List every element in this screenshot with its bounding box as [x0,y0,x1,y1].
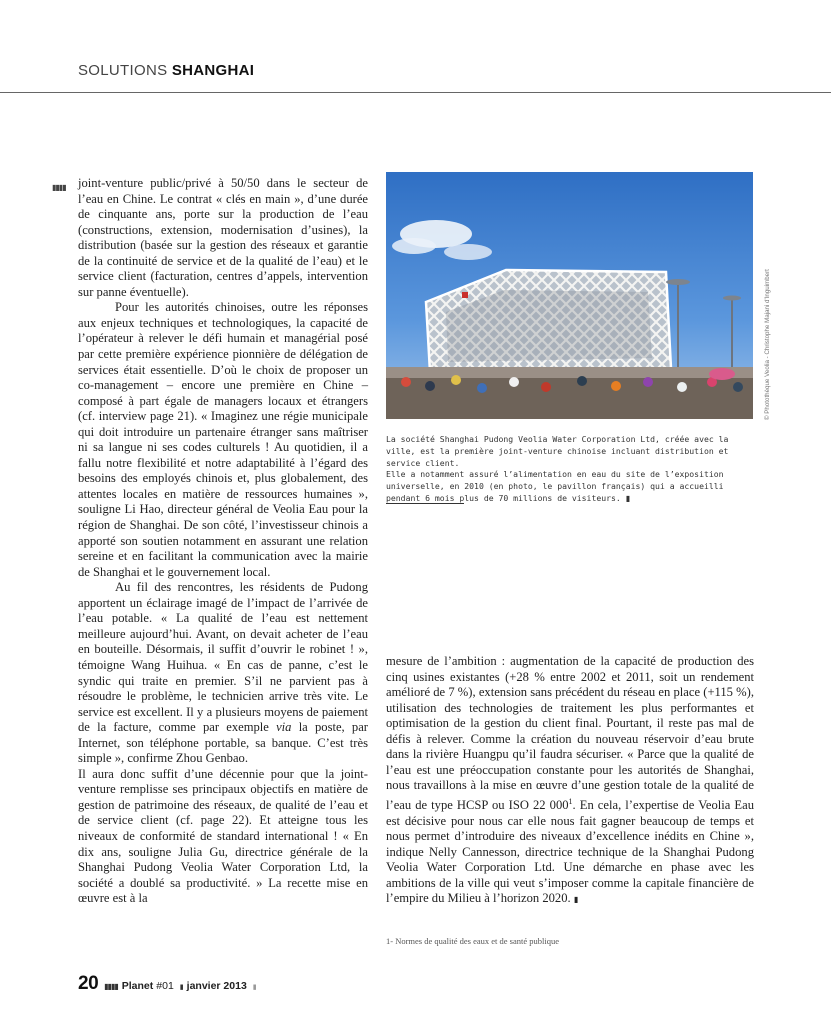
italic-word: via [276,720,292,735]
continuation-mark: ▮▮▮▮ [52,183,66,192]
paragraph [78,580,368,767]
paragraph-text: . En cela, l’expertise de Veolia Eau est décisive pour nous car elle nous fait gagner beaucoup de temps et nous permet d’introduire des niveaux d’excellence inédits en Chine », indique Nelly Cannesson, directrice technique de la Shanghai Pudong Veolia Water Corporation Ltd. Une démarche en phase avec les ambitions de la ville qui veut s’imposer comme la capitale financière de l’empire du Milieu à l’horizon 2020. [386,798,754,906]
caption-end-mark: ▮ [625,493,631,503]
paragraph-text: mesure de l’ambition : augmentation de la capacité de production des cinq usines existantes (+28 % entre 2002 et 2011, soit un rendement amélioré de 7 %), extension sans précédent du réseau en place (+115 %), utilisation des technologies de traitement les plus performantes et optimisation de la gestion du client final. Pourtant, il reste pas mal de défis à relever. Comme la création du nouveau réservoir d’eau brute dans la rivière Huangpu qu’il faudra sécuriser. « Parce que la qualité de l’eau est une préoccupation constante pour les autorités de Shanghai, nous travaillons à la mise en œuvre d’une gestion totale de la qualité de l’eau de type HCSP ou ISO 22 000 [386,654,754,813]
issue-date: janvier 2013 [186,980,247,992]
caption-divider [386,503,464,504]
photo-french-pavilion [386,172,753,419]
paragraph-text: la poste, par Internet, son téléphone portable, sa banque. C’est très simple », confirme Zhou Genbao. [78,720,368,766]
paragraph: Pour les autorités chinoises, outre les réponses aux enjeux techniques et technologiques, la capacité de l’opérateur à relever le défi humain et managérial posé par cette première expérience pionnière de délégation de services était essentielle. D’où le choix de proposer un co-management – encore une première en Chine – composé à part égale de managers locaux et étrangers (cf. interview page 21). « Imaginez une régie municipale qui doit introduire un partenaire étranger sans maîtriser ni sa langue ni ses codes culturels ! Au quotidien, il a fallu notre flexibilité et notre adaptabilité à l’égard des besoins des employés chinois et, plus globalement, des attentes locales en matière de ressources humaines », souligne Li Hao, directeur général de Veolia Eau pour la région de Shanghai. De son côté, l’investisseur chinois a apporté son soutien notamment en assurant une relation sereine et en facilitant la communication avec la mairie de Shanghai et le gouvernement local. [78,300,368,579]
photo-caption [386,434,758,505]
paragraph: Il aura donc suffit d’une décennie pour que la joint-venture remplisse ses principaux objectifs en matière de gestion de patrimoine des réseaux, de qualité de l’eau et de service client (cf. page 22). Et atteigne tous les niveaux de conformité de standard international ! « En dix ans, souligne Julia Gu, directrice générale de la Shanghai Pudong Veolia Water Corporation Ltd, la société a doublé sa productivité. » La recette mise en œuvre est à la [78,766,368,906]
section-title: SHANGHAI [171,62,255,79]
caption-text: Elle a notamment assuré l’alimentation en eau du site de l’exposition universelle, en 2010 (en photo, le pavillon français) qui a accueilli pendant 6 mois plus de 70 millions de visiteurs. [386,469,724,503]
footnote: 1- Normes de qualité des eaux et de santé publique [386,936,560,946]
footer-end-mark: ▮ [252,984,257,991]
section-header [78,62,254,79]
footer-mark: ▮▮▮▮ [104,982,118,991]
issue-number: #01 [156,980,174,992]
page-footer [78,973,260,995]
footnote-ref: 1 [568,796,573,806]
paragraph: joint-venture public/privé à 50/50 dans le secteur de l’eau en Chine. Le contrat « clés en main », d’une durée de cinquante ans, porte sur la production de l’eau (constructions, extension, modernisation d’usines), la distribution (basée sur la gestion des réseaux et garantie de la continuité de service et de la qualité de l’eau) et le service client (facturation, centres d’appels, intervention sur panne éventuelle). [78,176,368,299]
paragraph [386,654,754,908]
left-text-column [52,176,368,907]
article-end-mark: ▮ [573,895,579,905]
photo-credit-text: © Photothèque Veolia - Christophe Majani d'Inguimbert [764,269,771,420]
magazine-name: Planet [121,980,154,992]
caption-line: La société Shanghai Pudong Veolia Water Corporation Ltd, créée avec la ville, est la première joint-venture chinoise incluant distribution et service client. [386,434,729,468]
paragraph-text: Au fil des rencontres, les résidents de Pudong apportent un éclairage imagé de l’impact de l’arrivée de l’eau potable. « La qualité de l’eau est nettement meilleure aujourd’hui. Avant, on devait acheter de l’eau en bouteille. Désormais, il suffit d’ouvrir le robinet ! », témoigne Wang Huihua. « En cas de panne, c’est le syndic qui traite en premier. S’il ne parvient pas à résoudre le problème, le technicien arrive très vite. Le service est excellent. Il y a plusieurs moyens de paiement de la facture, comme par exemple [78,580,368,735]
footer-separator: ▮ [179,984,184,991]
section-label: SOLUTIONS [78,62,168,79]
caption-line [386,469,758,504]
page-number: 20 [78,973,99,994]
header-divider [0,92,831,93]
right-text-column [386,654,754,908]
photo-credit [754,176,771,420]
